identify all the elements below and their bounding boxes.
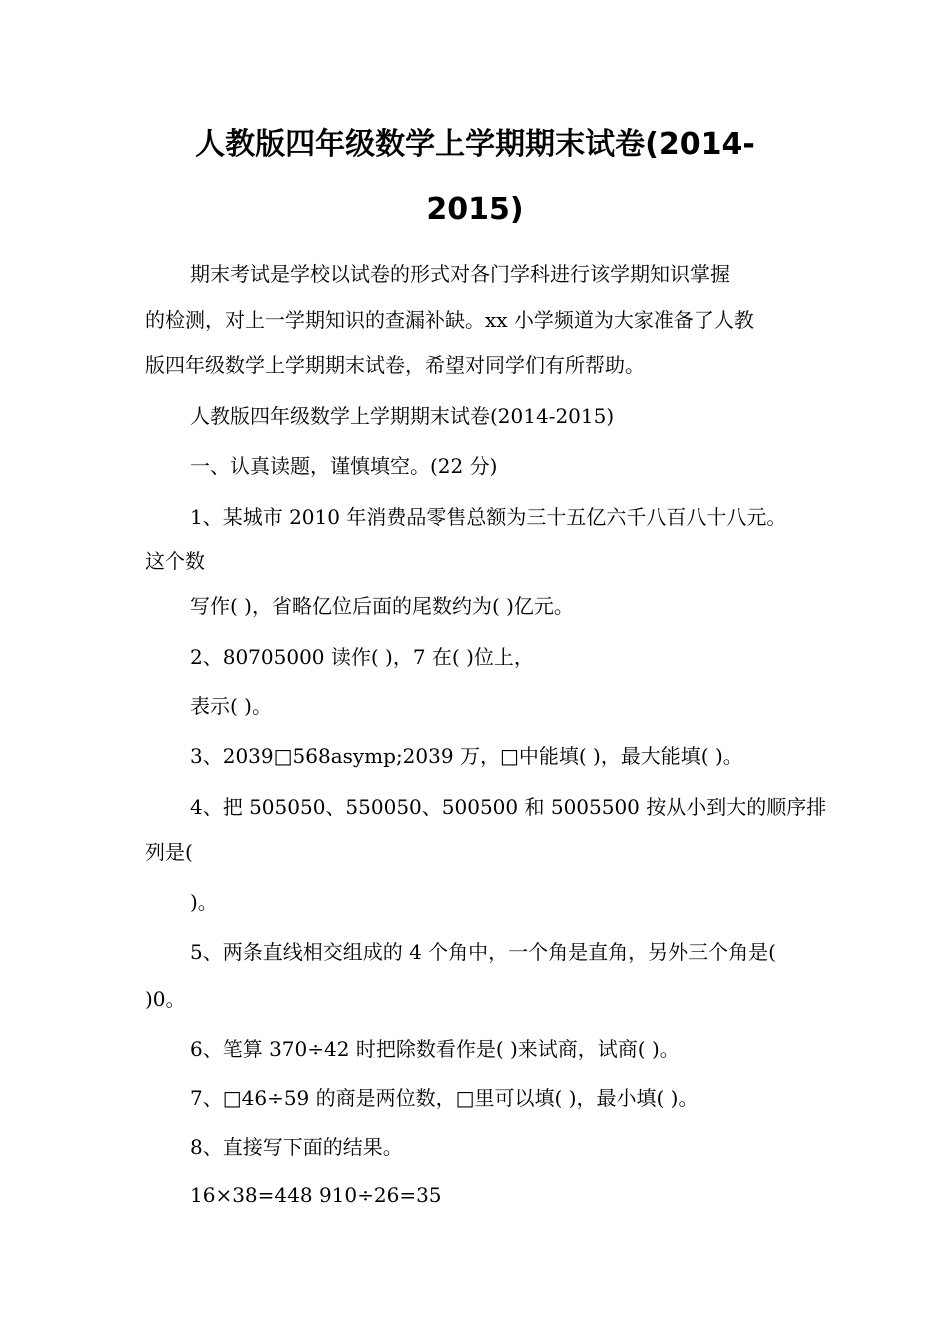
question-1-line-3: 写作( )，省略亿位后面的尾数约为( )亿元。	[190, 594, 574, 618]
part-one-heading: 一、认真读题，谨慎填空。(22 分)	[190, 454, 498, 478]
intro-line-3: 版四年级数学上学期期末试卷，希望对同学们有所帮助。	[145, 353, 645, 377]
question-4-line-2: 列是(	[145, 840, 193, 864]
intro-line-2: 的检测，对上一学期知识的查漏补缺。xx 小学频道为大家准备了人教	[145, 308, 754, 332]
question-7: 7、□46÷59 的商是两位数，□里可以填( )，最小填( )。	[190, 1086, 699, 1110]
question-6: 6、笔算 370÷42 时把除数看作是( )来试商，试商( )。	[190, 1037, 680, 1061]
question-8-answers: 16×38=448 910÷26=35	[190, 1183, 442, 1207]
question-1-line-2: 这个数	[145, 549, 205, 573]
section-heading: 人教版四年级数学上学期期末试卷(2014-2015)	[190, 404, 615, 428]
question-2-line-2: 表示( )。	[190, 694, 272, 718]
question-5-line-1: 5、两条直线相交组成的 4 个角中，一个角是直角，另外三个角是(	[190, 940, 776, 964]
question-4-line-1: 4、把 505050、550050、500500 和 5005500 按从小到大的顺序排	[190, 795, 827, 819]
question-3: 3、2039□568asymp;2039 万，□中能填( )，最大能填( )。	[190, 744, 743, 768]
question-1-line-1: 1、某城市 2010 年消费品零售总额为三十五亿六千八百八十八元。	[190, 505, 787, 529]
question-5-line-2: )0。	[145, 987, 186, 1011]
question-2-line-1: 2、80705000 读作( )，7 在( )位上，	[190, 645, 534, 669]
document-title-line-1: 人教版四年级数学上学期期末试卷(2014-	[195, 127, 755, 162]
document-title-line-2: 2015)	[426, 192, 524, 227]
question-4-line-3: )。	[190, 890, 218, 914]
intro-line-1: 期末考试是学校以试卷的形式对各门学科进行该学期知识掌握	[190, 262, 730, 286]
question-8: 8、直接写下面的结果。	[190, 1135, 403, 1159]
